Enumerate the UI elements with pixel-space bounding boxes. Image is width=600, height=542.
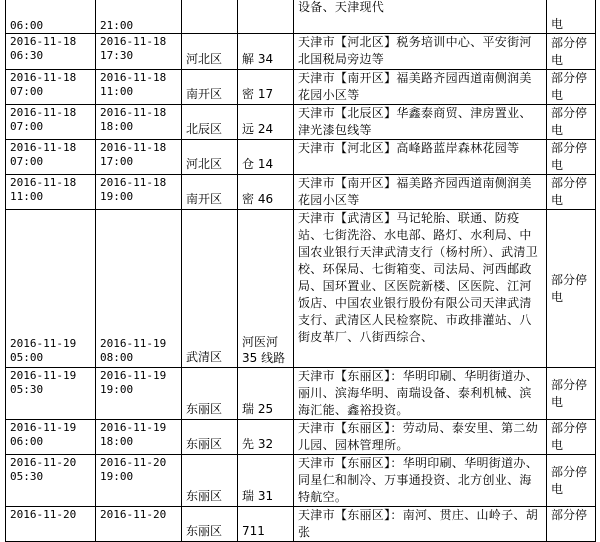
scope-cell: 设备、天津现代 [294,0,547,34]
table-row [6,420,596,455]
area-cell: 北辰区 [182,105,238,140]
type-cell [547,420,596,455]
type-cell [547,70,596,105]
table-row [6,175,596,210]
type-line-1: 部分停 [551,35,588,50]
type-line-1: 部分停 [551,272,588,287]
type-cell [547,368,596,420]
end-time: 18:00 [100,120,134,133]
area-cell: 东丽区 [182,455,238,507]
type-cell [547,34,596,70]
start-time: 11:00 [10,190,44,203]
area-cell: 河北区 [182,34,238,70]
start-time: 06:00 [10,19,44,32]
start-time: 07:00 [10,155,44,168]
start-time-cell [6,0,96,34]
end-time-cell [96,368,182,420]
type-line-1: 部分停 [551,508,588,522]
end-time-cell [96,455,182,507]
area-cell: 东丽区 [182,507,238,542]
start-date: 2016-11-19 [10,337,77,350]
end-date: 2016-11-20 [100,456,167,469]
line-cell: 密 46 [238,175,294,210]
type-line-2: 电 [551,394,564,409]
end-date: 2016-11-20 [100,508,167,521]
table-row [6,507,596,542]
start-date: 2016-11-20 [10,508,77,521]
type-cell [547,507,596,542]
start-time: 05:00 [10,351,44,364]
end-date: 2016-11-19 [100,337,167,350]
end-time: 18:00 [100,435,134,448]
area-cell: 河北区 [182,140,238,175]
line-cell: 瑞 25 [238,368,294,420]
end-time: 08:00 [100,351,134,364]
start-time-cell [6,140,96,175]
start-time: 06:30 [10,49,44,62]
type-line-2: 电 [551,123,564,137]
end-time-cell [96,507,182,542]
type-line-1: 部分停 [551,141,588,155]
start-time-cell [6,507,96,542]
type-line-1: 部分停 [551,464,588,479]
end-time-cell [96,70,182,105]
start-date: 2016-11-18 [10,176,77,189]
end-date: 2016-11-18 [100,71,167,84]
line-cell: 远 24 [238,105,294,140]
start-time-cell [6,70,96,105]
start-time-cell [6,34,96,70]
area-cell [182,0,238,34]
type-line-2: 电 [551,438,564,452]
start-time-cell [6,105,96,140]
start-date: 2016-11-18 [10,71,77,84]
line-cell [238,0,294,34]
end-time-cell [96,210,182,368]
end-date: 2016-11-18 [100,35,167,48]
table-row [6,455,596,507]
type-cell [547,210,596,368]
power-outage-table [5,0,596,542]
area-cell: 南开区 [182,70,238,105]
area-cell: 武清区 [182,210,238,368]
start-time-cell [6,368,96,420]
scope-cell: 天津市【武清区】马记轮胎、联通、防疫站、七街洗浴、水电部、路灯、水利局、中国农业银行天津武清支行（杨村所）、武清卫校、环保局、七街箱变、司法局、河西邮政局、国环置业、区医院新楼、区医院、江河饭店、中国农业银行股份有限公司天津武清支行、武清区人民检察院、市政排灌站、八街皮革厂、八街西综合、 [294,210,547,368]
end-time: 17:30 [100,49,134,62]
start-time: 05:30 [10,383,44,396]
start-time: 06:00 [10,435,44,448]
area-cell: 东丽区 [182,420,238,455]
type-cell [547,455,596,507]
end-time-cell [96,140,182,175]
start-date: 2016-11-20 [10,456,77,469]
end-date: 2016-11-19 [100,421,167,434]
line-cell: 711 [238,507,294,542]
start-time-cell [6,420,96,455]
end-time-cell [96,105,182,140]
type-line-2: 电 [551,88,564,102]
end-date: 2016-11-19 [100,369,167,382]
scope-cell: 天津市【南开区】福美路齐园西道南侧润美花园小区等 [294,175,547,210]
line-cell: 密 17 [238,70,294,105]
table-row [6,34,596,70]
area-cell: 东丽区 [182,368,238,420]
end-time: 11:00 [100,85,134,98]
end-date: 2016-11-18 [100,106,167,119]
start-time: 07:00 [10,120,44,133]
line-cell: 仓 14 [238,140,294,175]
table-row [6,210,596,368]
table-row [6,368,596,420]
scope-cell: 天津市【东丽区】：华明印刷、华明街道办、丽川、滨海华明、南瑞设备、泰利机械、滨海汇能、鑫裕投资。 [294,368,547,420]
table-row [6,140,596,175]
end-time-cell [96,420,182,455]
start-date: 2016-11-18 [10,106,77,119]
start-date: 2016-11-18 [10,141,77,154]
scope-cell: 天津市【东丽区】：华明印刷、华明街道办、同星仁和制冷、万事通投资、北方创业、海特航空。 [294,455,547,507]
line-cell: 解 34 [238,34,294,70]
type-line-2: 电 [551,289,564,304]
start-time: 07:00 [10,85,44,98]
table-row [6,0,596,34]
scope-cell: 天津市【南开区】福美路齐园西道南侧润美花园小区等 [294,70,547,105]
type-line-2: 电 [551,481,564,496]
line-cell: 先 32 [238,420,294,455]
end-time-cell [96,175,182,210]
table-row [6,70,596,105]
start-time-cell [6,175,96,210]
table-row [6,105,596,140]
end-time: 19:00 [100,383,134,396]
scope-cell: 天津市【河北区】高峰路蓝岸森林花园等 [294,140,547,175]
type-line-1: 部分停 [551,71,588,85]
line-cell: 瑞 31 [238,455,294,507]
type-cell [547,105,596,140]
type-cell [547,175,596,210]
type-line-2: 电 [551,17,564,31]
line-cell: 河医河 35 线路 [238,210,294,368]
start-time: 05:30 [10,470,44,483]
end-time: 21:00 [100,19,134,32]
end-time-cell [96,0,182,34]
scope-cell: 天津市【东丽区】：劳动局、泰安里、第二幼儿园、园林管理所。 [294,420,547,455]
end-time: 19:00 [100,470,134,483]
type-line-2: 电 [551,52,564,67]
scope-cell: 天津市【东丽区】：南河、贯庄、山岭子、胡张 [294,507,547,542]
start-date: 2016-11-18 [10,35,77,48]
type-line-2: 电 [551,193,564,207]
type-line-1: 部分停 [551,421,588,435]
scope-cell: 天津市【河北区】税务培训中心、平安街河北国税局旁边等 [294,34,547,70]
type-line-2: 电 [551,158,564,172]
type-cell [547,140,596,175]
start-time-cell [6,455,96,507]
end-date: 2016-11-18 [100,141,167,154]
scope-cell: 天津市【北辰区】华鑫泰商贸、津房置业、津光漆包线等 [294,105,547,140]
start-time-cell [6,210,96,368]
start-date: 2016-11-19 [10,369,77,382]
area-cell: 南开区 [182,175,238,210]
type-line-1: 部分停 [551,106,588,120]
type-cell [547,0,596,34]
type-line-1: 部分停 [551,377,588,392]
start-date: 2016-11-19 [10,421,77,434]
end-time: 17:00 [100,155,134,168]
end-date: 2016-11-18 [100,176,167,189]
end-time: 19:00 [100,190,134,203]
type-line-1: 部分停 [551,176,588,190]
end-time-cell [96,34,182,70]
